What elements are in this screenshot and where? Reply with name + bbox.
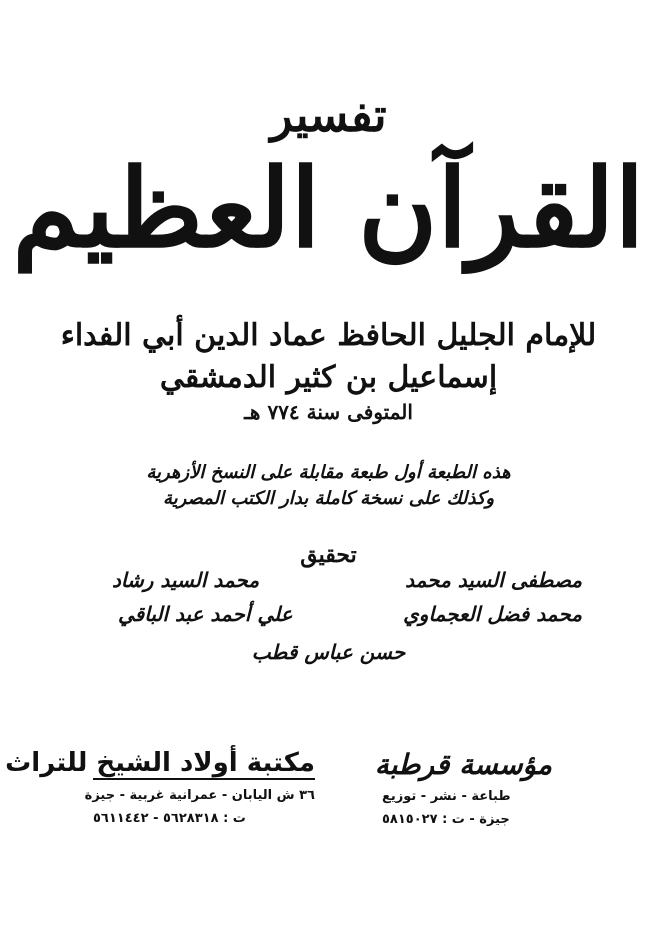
title-line-tafsir: تفسير	[270, 88, 387, 142]
editor-name: علي أحمد عبد الباقي	[118, 602, 293, 626]
editor-name: حسن عباس قطب	[251, 640, 406, 664]
editor-name: محمد السيد رشاد	[112, 568, 260, 592]
author-line-2: إسماعيل بن كثير الدمشقي	[159, 360, 498, 395]
editor-name: محمد فضل العجماوي	[403, 602, 582, 626]
publisher-left	[5, 748, 315, 826]
publisher-left-rule	[93, 778, 315, 780]
editor-name: مصطفى السيد محمد	[405, 568, 582, 592]
publisher-right	[374, 748, 552, 827]
publisher-left-name: مكتبة أولاد الشيخ للتراث	[5, 748, 315, 778]
publisher-right-name: مؤسسة قرطبة	[374, 748, 552, 781]
title-line-quran: القرآن العظيم	[12, 146, 645, 272]
publisher-right-phone: جيزة - ت : ٥٨١٥٠٢٧	[382, 812, 510, 827]
publisher-left-phone: ت : ٥٦٢٨٣١٨ - ٥٦١١٤٤٢	[93, 811, 246, 826]
edition-note-line-2: وكذلك على نسخة كاملة بدار الكتب المصرية	[162, 488, 495, 509]
editors-heading: تحقيق	[300, 542, 357, 568]
publisher-right-services: طباعة - نشر - توزيع	[382, 789, 511, 804]
publisher-left-address: ٣٦ ش اليابان - عمرانية غربية - جيزة	[84, 788, 315, 803]
author-death-year: المتوفى سنة ٧٧٤ هـ	[244, 400, 413, 424]
author-line-1: للإمام الجليل الحافظ عماد الدين أبي الفداء	[60, 318, 597, 353]
edition-note-line-1: هذه الطبعة أول طبعة مقابلة على النسخ الأزهرية	[146, 462, 511, 483]
